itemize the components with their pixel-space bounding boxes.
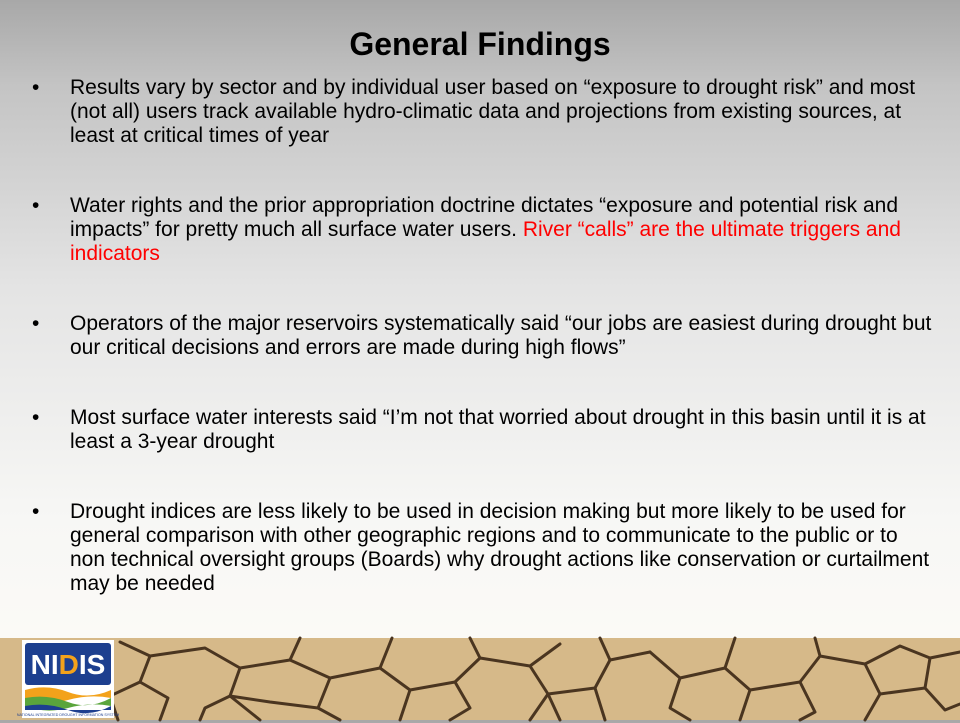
logo-text-is: IS (78, 649, 106, 680)
bullet-icon: • (32, 194, 40, 217)
cracked-earth-image (0, 638, 960, 720)
logo-text-ni: NI (30, 649, 59, 680)
bullet-icon: • (32, 312, 40, 335)
svg-text:NIDIS (31, 649, 106, 680)
logo-caption: NATIONAL INTEGRATED DROUGHT INFORMATION SYSTEM (16, 713, 120, 717)
bullet-text: Operators of the major reservoirs systematically said “our jobs are easiest during drought but our critical decisions and errors are made during high flows” (70, 312, 932, 359)
bullet-text: Results vary by sector and by individual user based on “exposure to drought risk” and most (not all) users track available hydro-climatic data and projections from existing sources, at least at critical times of year (70, 76, 916, 147)
bullet-item (32, 312, 932, 360)
nidis-logo-image (16, 640, 120, 718)
findings-list (32, 76, 932, 596)
bullet-item (32, 194, 932, 266)
cracked-earth-banner (0, 638, 960, 720)
logo-text-d: D (58, 649, 79, 680)
bullet-text: Water rights and the prior appropriation doctrine dictates “exposure and potential risk and impacts” for pretty much all surface water users. (70, 194, 899, 241)
bullet-item (32, 406, 932, 454)
bullet-item (32, 76, 932, 148)
nidis-logo (16, 640, 120, 718)
slide-title: General Findings (349, 26, 611, 62)
bullet-text: Drought indices are less likely to be used in decision making but more likely to be used for general comparison with other geographic regions and to communicate to the public or to non technical oversight groups (Boards) why drought actions like conservation or curtailment may be needed (70, 500, 930, 595)
bullet-icon: • (32, 406, 40, 429)
bullet-item (32, 500, 932, 596)
bullet-highlight-text: River “calls” are the ultimate triggers and indicators (70, 218, 901, 265)
bullet-text: Most surface water interests said “I’m not that worried about drought in this basin until it is at least a 3-year drought (70, 406, 926, 453)
bullet-icon: • (32, 76, 40, 99)
bullet-icon: • (32, 500, 40, 523)
